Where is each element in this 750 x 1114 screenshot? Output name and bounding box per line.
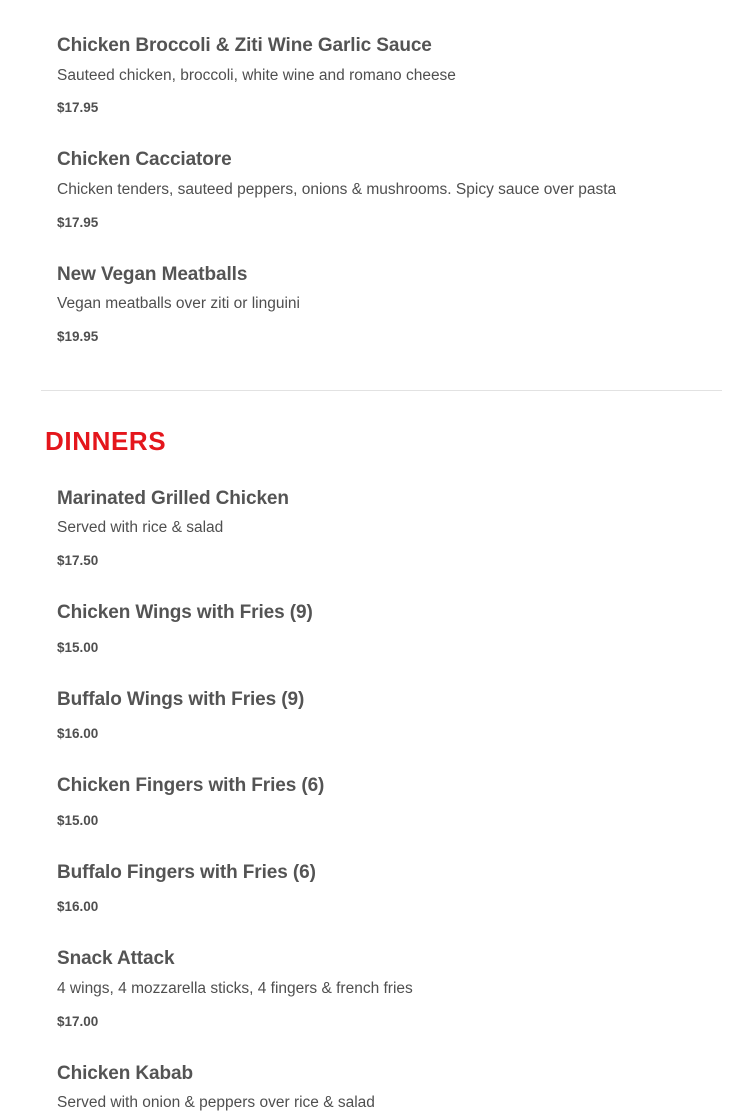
menu-item-price: $16.00 — [57, 726, 99, 742]
item-spacer — [0, 741, 750, 773]
menu-item-description: Sauteed chicken, broccoli, white wine and romano cheese — [57, 66, 456, 84]
top-spacer — [0, 0, 750, 33]
menu-item-description: Served with onion & peppers over rice & salad — [57, 1094, 375, 1112]
menu-item-name: New Vegan Meatballs — [57, 263, 248, 285]
item-spacer — [0, 828, 750, 860]
menu-item-description: Served with rice & salad — [57, 519, 224, 537]
menu-item[interactable] — [0, 773, 750, 828]
menu-item-price: $17.95 — [57, 100, 99, 116]
menu-item-price: $17.00 — [57, 1013, 99, 1029]
menu-item[interactable] — [0, 1061, 750, 1114]
menu-item-description: Chicken tenders, sauteed peppers, onions & mushrooms. Spicy sauce over pasta — [57, 180, 617, 198]
menu-item-name: Chicken Kabab — [57, 1062, 193, 1084]
menu-item[interactable] — [0, 860, 750, 915]
menu-section-dinners — [0, 427, 750, 1114]
divider-gap — [0, 391, 750, 427]
menu-item-name: Buffalo Wings with Fries (9) — [57, 688, 305, 710]
menu-item[interactable] — [0, 147, 750, 229]
item-spacer — [0, 230, 750, 262]
item-spacer — [0, 655, 750, 687]
menu-item[interactable] — [0, 262, 750, 344]
menu-item[interactable] — [0, 33, 750, 115]
menu-item-price: $15.00 — [57, 812, 99, 828]
menu-item-description: 4 wings, 4 mozzarella sticks, 4 fingers & french fries — [57, 980, 413, 998]
item-spacer — [0, 914, 750, 946]
item-spacer — [0, 115, 750, 147]
menu-item[interactable] — [0, 687, 750, 742]
menu-item-price: $17.50 — [57, 552, 99, 568]
section-title: DINNERS — [45, 425, 167, 456]
item-spacer — [0, 1029, 750, 1061]
menu-item-name: Chicken Wings with Fries (9) — [57, 601, 313, 623]
menu-item-name: Snack Attack — [57, 948, 175, 970]
section-gap — [0, 344, 750, 390]
title-gap — [0, 456, 750, 486]
menu-item-name: Buffalo Fingers with Fries (6) — [57, 861, 316, 883]
menu-item[interactable] — [0, 486, 750, 568]
menu-item-description: Vegan meatballs over ziti or linguini — [57, 295, 300, 313]
menu-item-price: $16.00 — [57, 899, 99, 915]
menu-item-name: Chicken Fingers with Fries (6) — [57, 775, 325, 797]
menu-item[interactable] — [0, 946, 750, 1028]
menu-item-name: Marinated Grilled Chicken — [57, 487, 289, 509]
menu-item-name: Chicken Broccoli & Ziti Wine Garlic Sauce — [57, 35, 432, 56]
menu-section-pasta-continued — [0, 33, 750, 344]
menu-item-price: $19.95 — [57, 328, 99, 344]
menu-item-price: $15.00 — [57, 639, 99, 655]
item-spacer — [0, 568, 750, 600]
menu-item-price: $17.95 — [57, 214, 99, 230]
menu-item-name: Chicken Cacciatore — [57, 149, 232, 171]
menu-item-list — [0, 33, 750, 344]
menu-item[interactable] — [0, 600, 750, 655]
menu-item-list — [0, 486, 750, 1114]
